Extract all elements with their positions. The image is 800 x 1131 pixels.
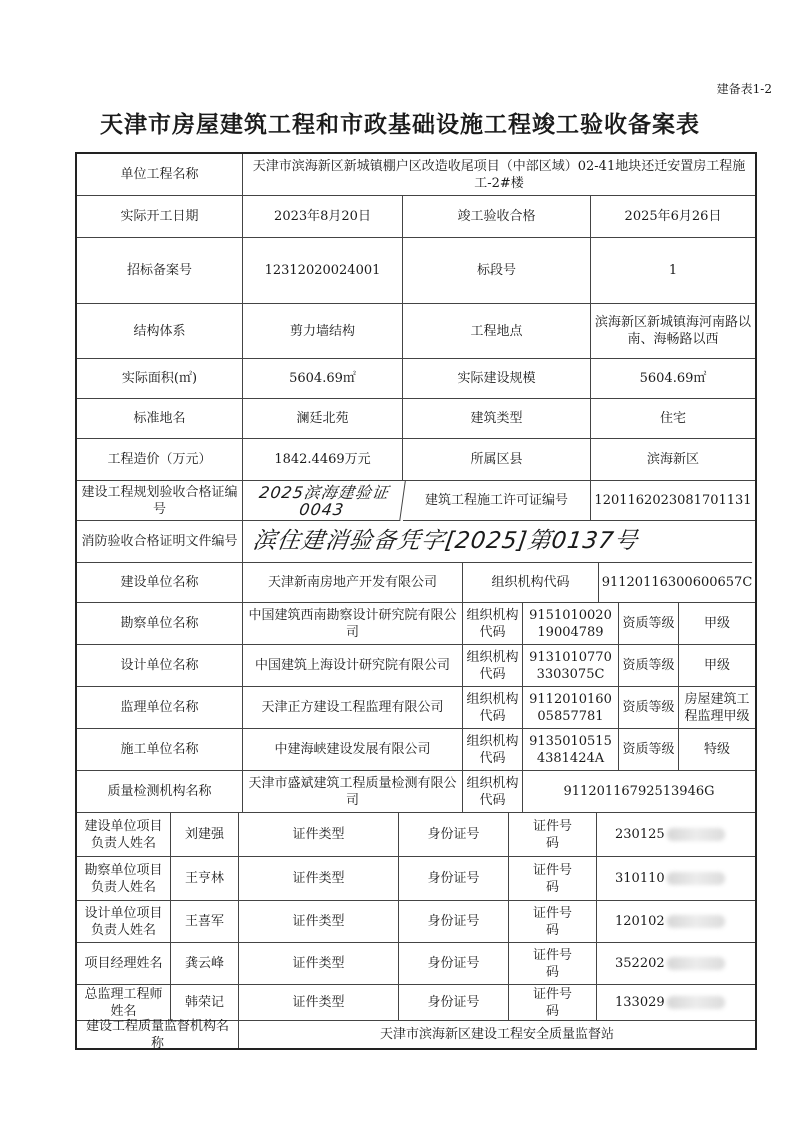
design-label: 设计单位名称 xyxy=(77,645,243,687)
project-name-value: 天津市滨海新区新城镇棚户区改造收尾项目（中部区域）02-41地块还迁安置房工程施工-2#楼 xyxy=(243,154,755,196)
builder-label: 建设单位名称 xyxy=(77,563,243,603)
cert-type-value: 身份证号 xyxy=(399,985,509,1021)
survey-grade-label: 资质等级 xyxy=(619,603,679,645)
id-prefix: 310110 xyxy=(615,871,665,886)
id-prefix: 352202 xyxy=(615,956,665,971)
cert-type-value: 身份证号 xyxy=(399,813,509,857)
project-name-label: 单位工程名称 xyxy=(77,154,243,196)
cert-type-label: 证件类型 xyxy=(239,943,399,985)
form-number: 建备表1-2 xyxy=(716,82,772,96)
start-date-label: 实际开工日期 xyxy=(77,196,243,238)
person-role: 勘察单位项目负责人姓名 xyxy=(77,857,171,901)
design-grade-label: 资质等级 xyxy=(619,645,679,687)
supervise-code-value: 911201016005857781 xyxy=(523,687,619,729)
id-prefix: 120102 xyxy=(615,914,665,929)
supervise-value: 天津正方建设工程监理有限公司 xyxy=(243,687,463,729)
cert-no-value xyxy=(597,813,755,857)
cert-type-value: 身份证号 xyxy=(399,857,509,901)
builder-code-label: 组织机构代码 xyxy=(463,563,599,603)
structure-label: 结构体系 xyxy=(77,304,243,359)
redaction-mask xyxy=(667,957,725,970)
person-name: 王亨林 xyxy=(171,857,239,901)
supervise-label: 监理单位名称 xyxy=(77,687,243,729)
scale-value: 5604.69㎡ xyxy=(591,359,755,399)
supervise-grade-label: 资质等级 xyxy=(619,687,679,729)
construct-grade-value: 特级 xyxy=(679,729,755,771)
person-name: 龚云峰 xyxy=(171,943,239,985)
inspect-value: 天津市盛斌建筑工程质量检测有限公司 xyxy=(243,771,463,813)
construct-code-label: 组织机构代码 xyxy=(463,729,523,771)
section-value: 1 xyxy=(591,238,755,304)
person-role: 设计单位项目负责人姓名 xyxy=(77,901,171,943)
district-label: 所属区县 xyxy=(403,439,591,481)
inspect-label: 质量检测机构名称 xyxy=(77,771,243,813)
cert-no-label: 证件号码 xyxy=(509,857,597,901)
building-type-value: 住宅 xyxy=(591,399,755,439)
permit-value: 1201162023081701131 xyxy=(591,481,755,521)
planning-cert-label: 建设工程规划验收合格证编号 xyxy=(77,481,243,521)
survey-value: 中国建筑西南勘察设计研究院有限公司 xyxy=(243,603,463,645)
design-code-value: 91310107703303075C xyxy=(523,645,619,687)
construct-value: 中建海峡建设发展有限公司 xyxy=(243,729,463,771)
inspect-code-label: 组织机构代码 xyxy=(463,771,523,813)
construct-code-value: 91350105154381424A xyxy=(523,729,619,771)
person-role: 建设单位项目负责人姓名 xyxy=(77,813,171,857)
structure-value: 剪力墙结构 xyxy=(243,304,403,359)
cert-type-label: 证件类型 xyxy=(239,813,399,857)
record-table xyxy=(75,152,757,1050)
cert-no-label: 证件号码 xyxy=(509,985,597,1021)
location-label: 工程地点 xyxy=(403,304,591,359)
cert-type-label: 证件类型 xyxy=(239,901,399,943)
id-prefix: 230125 xyxy=(615,827,665,842)
cert-type-value: 身份证号 xyxy=(399,901,509,943)
cert-no-label: 证件号码 xyxy=(509,813,597,857)
cert-type-label: 证件类型 xyxy=(239,985,399,1021)
cert-no-label: 证件号码 xyxy=(509,901,597,943)
cert-no-value xyxy=(597,985,755,1021)
cert-no-value xyxy=(597,901,755,943)
permit-label: 建筑工程施工许可证编号 xyxy=(403,481,591,521)
area-label: 实际面积(㎡) xyxy=(77,359,243,399)
page-title: 天津市房屋建筑工程和市政基础设施工程竣工验收备案表 xyxy=(100,112,700,138)
fire-cert-label: 消防验收合格证明文件编号 xyxy=(77,521,243,563)
start-date-value: 2023年8月20日 xyxy=(243,196,403,238)
building-type-label: 建筑类型 xyxy=(403,399,591,439)
planning-cert-value: 2025滨海建验证0043 xyxy=(240,481,406,521)
bid-number-value: 12312020024001 xyxy=(243,238,403,304)
cert-no-value xyxy=(597,943,755,985)
design-code-label: 组织机构代码 xyxy=(463,645,523,687)
person-name: 刘建强 xyxy=(171,813,239,857)
redaction-mask xyxy=(667,996,725,1009)
person-role: 总监理工程师姓名 xyxy=(77,985,171,1021)
bid-number-label: 招标备案号 xyxy=(77,238,243,304)
acceptance-label: 竣工验收合格 xyxy=(403,196,591,238)
construct-grade-label: 资质等级 xyxy=(619,729,679,771)
redaction-mask xyxy=(667,915,725,928)
construct-label: 施工单位名称 xyxy=(77,729,243,771)
acceptance-date-value: 2025年6月26日 xyxy=(591,196,755,238)
survey-code-label: 组织机构代码 xyxy=(463,603,523,645)
fire-cert-value: 滨住建消验备凭字[2025]第0137号 xyxy=(240,521,758,563)
supervision-agency-label: 建设工程质量监督机构名称 xyxy=(77,1021,239,1048)
cost-value: 1842.4469万元 xyxy=(243,439,403,481)
cert-type-label: 证件类型 xyxy=(239,857,399,901)
location-value: 滨海新区新城镇海河南路以南、海畅路以西 xyxy=(591,304,755,359)
supervise-grade-value: 房屋建筑工程监理甲级 xyxy=(679,687,755,729)
survey-code-value: 915101002019004789 xyxy=(523,603,619,645)
survey-label: 勘察单位名称 xyxy=(77,603,243,645)
person-name: 韩荣记 xyxy=(171,985,239,1021)
redaction-mask xyxy=(667,828,725,841)
builder-code-value: 91120116300600657C xyxy=(599,563,755,603)
cert-no-value xyxy=(597,857,755,901)
district-value: 滨海新区 xyxy=(591,439,755,481)
redaction-mask xyxy=(667,872,725,885)
place-name-label: 标准地名 xyxy=(77,399,243,439)
builder-value: 天津新南房地产开发有限公司 xyxy=(243,563,463,603)
survey-grade-value: 甲级 xyxy=(679,603,755,645)
section-label: 标段号 xyxy=(403,238,591,304)
scale-label: 实际建设规模 xyxy=(403,359,591,399)
id-prefix: 133029 xyxy=(615,995,665,1010)
cost-label: 工程造价（万元） xyxy=(77,439,243,481)
design-value: 中国建筑上海设计研究院有限公司 xyxy=(243,645,463,687)
person-name: 王喜军 xyxy=(171,901,239,943)
supervision-agency-value: 天津市滨海新区建设工程安全质量监督站 xyxy=(379,1027,614,1042)
area-value: 5604.69㎡ xyxy=(243,359,403,399)
design-grade-value: 甲级 xyxy=(679,645,755,687)
cert-type-value: 身份证号 xyxy=(399,943,509,985)
inspect-code-value: 91120116792513946G xyxy=(523,771,755,813)
place-name-value: 澜廷北苑 xyxy=(243,399,403,439)
person-role: 项目经理姓名 xyxy=(77,943,171,985)
supervise-code-label: 组织机构代码 xyxy=(463,687,523,729)
cert-no-label: 证件号码 xyxy=(509,943,597,985)
